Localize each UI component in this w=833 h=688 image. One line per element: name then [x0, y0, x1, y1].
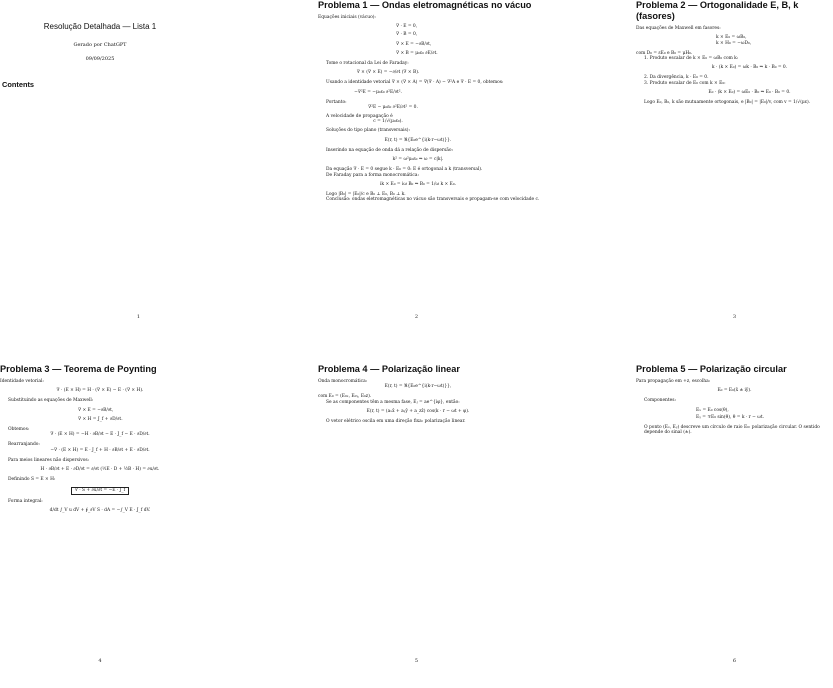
equation: ∇ × E = −∂B/∂t, [396, 41, 432, 47]
text-line: Componentes: [644, 398, 676, 404]
page-6 [636, 344, 833, 688]
text-line: Identidade vetorial: [0, 379, 44, 384]
equation: ∇ × E = −∂B/∂t, [78, 407, 114, 413]
text-line: Inserindo na equação de onda dá a relação de dispersão: [326, 147, 453, 153]
text-line: Da equação ∇ · E = 0 segue k · E₀ = 0: E é ortogonal a k (transversal). [326, 167, 483, 173]
problem-title: Problema 3 — Teorema de Poynting [0, 364, 157, 374]
equation: ∇ × (∇ × E) = −∂/∂t (∇ × B). [356, 70, 420, 76]
text-line: Onda monocromática: [318, 379, 368, 384]
equation: k · (k × E₀) = ωk · B₀ ⇒ k · B₀ = 0. [711, 65, 788, 71]
text-line: 3. Produto escalar de E₀ com k × E₀: [644, 80, 726, 86]
text-line: O ponto (Eₓ, Eᵧ) descreve um círculo de raio E₀: polarização circular. O sentido depende do sinal (±). [644, 425, 820, 436]
page-5 [318, 344, 548, 688]
text-line: Das equações de Maxwell em fasores: [636, 26, 721, 31]
equation: ∇ · (E × H) = H · (∇ × E) − E · (∇ × H). [56, 388, 144, 394]
text-line: Portanto: [326, 99, 347, 105]
text-line: Obtemos: [8, 427, 30, 432]
text-line: Forma integral: [8, 498, 43, 504]
equation: k × H₀ = −ωD₀, [716, 41, 752, 46]
poynting-boxed-equation [0, 487, 200, 495]
text-line: Definindo S = E × H: [8, 477, 56, 483]
equation: ∇ · E = 0, [396, 24, 418, 30]
equation: k² = ω²μ₀ε₀ ⇒ ω = c|k|. [392, 157, 444, 163]
equation: −∇²E = −μ₀ε₀ ∂²E/∂t². [354, 89, 402, 95]
equation: ∇ × H = J_f + ∂D/∂t. [78, 417, 123, 423]
equation: ∇²E − μ₀ε₀ ∂²E/∂t² = 0. [368, 105, 418, 110]
equation: −∇ · (E × H) = E · J_f + H · ∂B/∂t + E · ∂D/∂t. [50, 447, 150, 453]
equation: Eᵧ = ∓E₀ sin(θ), θ = k · r − ωt. [696, 415, 764, 421]
text-line: Conclusão: ondas eletromagnéticas no vácuo são transversais e propagam-se com velocidade c. [326, 197, 540, 203]
page-3 [636, 0, 833, 344]
page-number: 6 [732, 658, 737, 664]
problem-title: Problema 2 — Ortogonalidade E, B, k (fasores) [636, 0, 799, 21]
problem-title: Problema 4 — Polarização linear [318, 364, 460, 374]
equation: E₀ = E₀(x̂ ± iŷ). [717, 388, 752, 394]
text-line: O vetor elétrico oscila em uma direção fixa: polarização linear. [326, 419, 466, 425]
problem-title: Problema 5 — Polarização circular [636, 364, 787, 374]
text-line: com D₀ = εE₀ e B₀ = μH₀. [636, 50, 693, 56]
page-number: 2 [414, 314, 419, 320]
page-number: 1 [136, 314, 141, 320]
text-line: com E₀ = (E₀ₓ, E₀ᵧ, E₀z). [318, 394, 372, 400]
document-date: 09/09/2025 [85, 56, 115, 62]
text-line: Equações iniciais (vácuo): [318, 15, 376, 20]
contents-heading: Contents [2, 80, 35, 89]
document-title: Resolução Detalhada — Lista 1 [43, 22, 157, 31]
page-number: 3 [732, 314, 737, 320]
equation: Eₓ = E₀ cos(θ), [696, 407, 729, 413]
equation: ∇ · (E × H) = −H · ∂B/∂t − E · J_f − E · ∂D/∂t. [50, 432, 150, 438]
page-4 [0, 344, 277, 688]
equation: d/dt ∫_V u dV + ∮_∂V S · dA = −∫_V E · J_f dV. [49, 508, 151, 514]
text-line: Para meios lineares não dispersivos: [8, 457, 90, 463]
equation: c = 1/√(μ₀ε₀). [373, 119, 403, 125]
text-line: Logo E₀, B₀, k são mutuamente ortogonais, e |B₀| = |E₀|/v, com v = 1/√(με). [644, 100, 811, 106]
text-line: Rearranjando: [8, 442, 40, 448]
text-line: 1. Produto escalar de k × E₀ = ωB₀ com k: [644, 56, 739, 61]
equation: k × E₀ = ωB₀, [716, 35, 747, 41]
text-line: Substituindo as equações de Maxwell: [8, 398, 94, 404]
equation: E(r, t) = ℜ{E₀e^{i(k·r−ωt)}}. [384, 137, 452, 143]
text-line: Para propagação em +z, escolha: [636, 379, 711, 384]
equation: E₀ · (k × E₀) = ωE₀ · B₀ ⇒ E₀ · B₀ = 0. [708, 90, 791, 96]
problem-title: Problema 1 — Ondas eletromagnéticas no vácuo [318, 0, 532, 10]
equation-box: ∇ · S + ∂u/∂t = −E · J_f [71, 487, 129, 495]
equation: ik × E₀ = iω B₀ ⇒ B₀ = 1/ω k × E₀. [379, 182, 456, 188]
text-line: Usando a identidade vetorial ∇ × (∇ × A) = ∇(∇ · A) − ∇²A e ∇ · E = 0, obtemos: [326, 80, 504, 86]
page-2 [318, 0, 548, 344]
text-line: Logo |B₀| = |E₀|/c e B₀ ⊥ E₀, B₀ ⊥ k. [326, 192, 406, 198]
text-line: A velocidade de propagação é [326, 114, 393, 119]
text-line: Soluções do tipo plano (transversais): [326, 128, 410, 134]
equation: E(r, t) = ℜ{E₀e^{i(k·r−ωt)}}, [384, 384, 452, 390]
equation: H · ∂B/∂t + E · ∂D/∂t = ∂/∂t (½E · D + ½B · H) = ∂u/∂t. [40, 467, 160, 473]
text-line: 2. Da divergência, k · E₀ = 0. [644, 75, 709, 81]
equation: ∇ × B = μ₀ε₀ ∂E/∂t. [396, 51, 438, 57]
equation: E(r, t) = (aₓx̂ + aᵧŷ + a_zẑ) cos(k · r − ωt + φ). [366, 409, 470, 415]
page-number: 5 [414, 658, 419, 664]
document-author: Gerado por ChatGPT [73, 42, 127, 48]
equation: ∇ · B = 0, [396, 32, 418, 37]
page-number: 4 [98, 658, 102, 664]
text-line: De Faraday para a forma monocromática: [326, 172, 419, 178]
text-line: Tome o rotacional da Lei de Faraday: [326, 60, 409, 66]
text-line: Se as componentes têm a mesma fase, Eⱼ = ae^{iφ}, então: [326, 399, 460, 405]
page-1 [0, 0, 277, 344]
